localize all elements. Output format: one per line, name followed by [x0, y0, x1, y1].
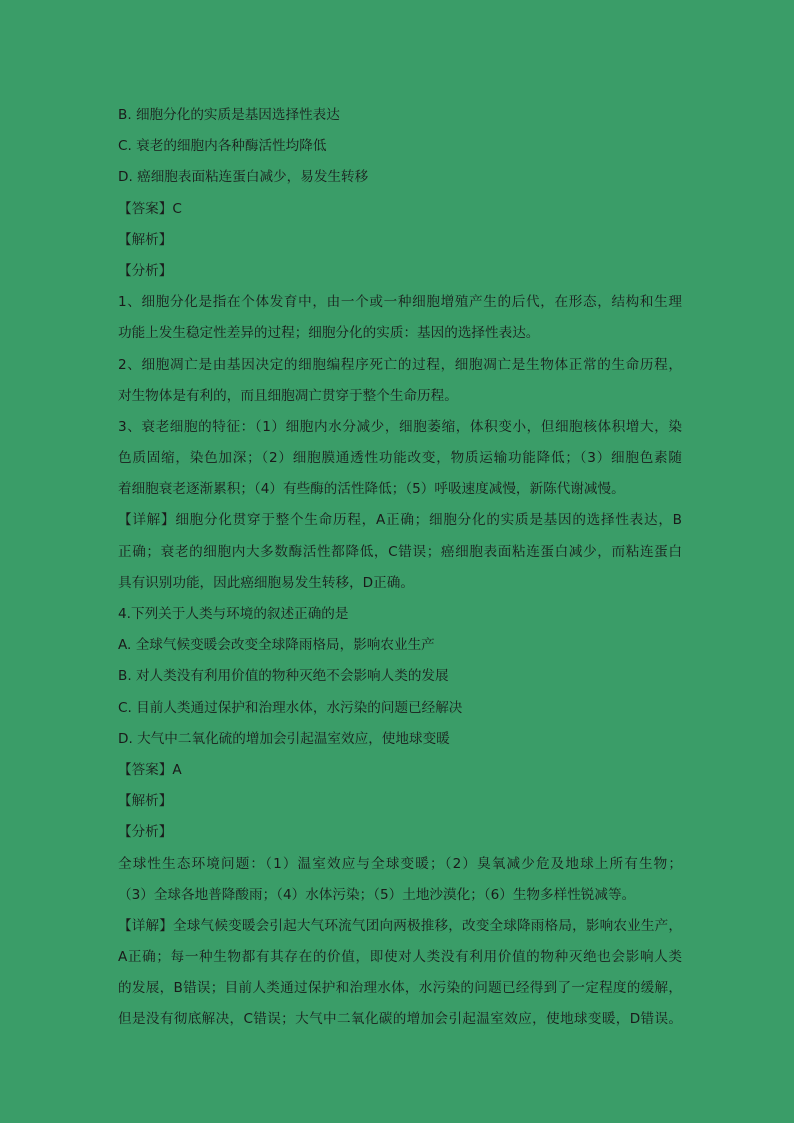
- q4-analysis-sub-label: 【分析】: [118, 824, 173, 841]
- q4-detail-paragraph-cont-1: A正确；每一种生物都有其存在的价值，即使对人类没有利用价值的物种灭绝也会影响人类: [118, 949, 682, 966]
- q4-option-d: D. 大气中二氧化硫的增加会引起温室效应，使地球变暖: [118, 730, 450, 747]
- analysis-paragraph-3: 3、衰老细胞的特征：（1）细胞内水分减少，细胞萎缩，体积变小，但细胞核体积增大，染: [118, 418, 682, 435]
- q4-detail-paragraph-end: 但是没有彻底解决，C错误；大气中二氧化碳的增加会引起温室效应，使地球变暖，D错误。: [118, 1011, 682, 1028]
- detail-paragraph: 【详解】细胞分化贯穿于整个生命历程，A正确；细胞分化的实质是基因的选择性表达，B: [118, 512, 682, 529]
- analysis-paragraph-2: 2、细胞凋亡是由基因决定的细胞编程序死亡的过程，细胞凋亡是生物体正常的生命历程，: [118, 356, 682, 373]
- q4-option-b: B. 对人类没有利用价值的物种灭绝不会影响人类的发展: [118, 668, 449, 685]
- q4-option-a: A. 全球气候变暖会改变全球降雨格局，影响农业生产: [118, 637, 435, 654]
- analysis-paragraph-1-cont: 功能上发生稳定性差异的过程；细胞分化的实质：基因的选择性表达。: [118, 325, 540, 342]
- q4-detail-paragraph: 【详解】全球气候变暖会引起大气环流气团向两极推移，改变全球降雨格局，影响农业生产，: [118, 917, 682, 934]
- analysis-paragraph-3-cont: 色质固缩，染色加深；（2）细胞膜通透性功能改变，物质运输功能降低；（3）细胞色素随: [118, 450, 682, 467]
- q4-option-c: C. 目前人类通过保护和治理水体，水污染的问题已经解决: [118, 699, 463, 716]
- analysis-sub-label: 【分析】: [118, 262, 173, 279]
- analysis-paragraph-1: 1、细胞分化是指在个体发育中，由一个或一种细胞增殖产生的后代，在形态，结构和生理: [118, 294, 682, 311]
- q4-detail-paragraph-cont-2: 的发展，B错误；目前人类通过保护和治理水体，水污染的问题已经得到了一定程度的缓解，: [118, 980, 682, 997]
- detail-paragraph-end: 具有识别功能，因此癌细胞易发生转移，D正确。: [118, 574, 414, 591]
- answer-label: 【答案】C: [118, 200, 182, 217]
- option-d: D. 癌细胞表面粘连蛋白减少，易发生转移: [118, 169, 369, 186]
- option-c: C. 衰老的细胞内各种酶活性均降低: [118, 138, 327, 155]
- option-b: B. 细胞分化的实质是基因选择性表达: [118, 107, 340, 123]
- analysis-label: 【解析】: [118, 231, 173, 248]
- analysis-paragraph-3-end: 着细胞衰老逐渐累积；（4）有些酶的活性降低；（5）呼吸速度减慢，新陈代谢减慢。: [118, 481, 625, 498]
- q4-analysis-paragraph-cont: （3）全球各地普降酸雨；（4）水体污染；（5）土地沙漠化；（6）生物多样性锐减等。: [118, 886, 636, 903]
- q4-answer-label: 【答案】A: [118, 761, 182, 778]
- q4-analysis-paragraph: 全球性生态环境问题：（1）温室效应与全球变暖；（2）臭氧减少危及地球上所有生物；: [118, 855, 682, 872]
- detail-paragraph-cont: 正确；衰老的细胞内大多数酶活性都降低，C错误；癌细胞表面粘连蛋白减少，而粘连蛋白: [118, 543, 682, 560]
- q4-analysis-label: 【解析】: [118, 793, 173, 810]
- question-4: 4.下列关于人类与环境的叙述正确的是: [118, 606, 349, 622]
- analysis-paragraph-2-cont: 对生物体是有利的，而且细胞凋亡贯穿于整个生命历程。: [118, 387, 458, 404]
